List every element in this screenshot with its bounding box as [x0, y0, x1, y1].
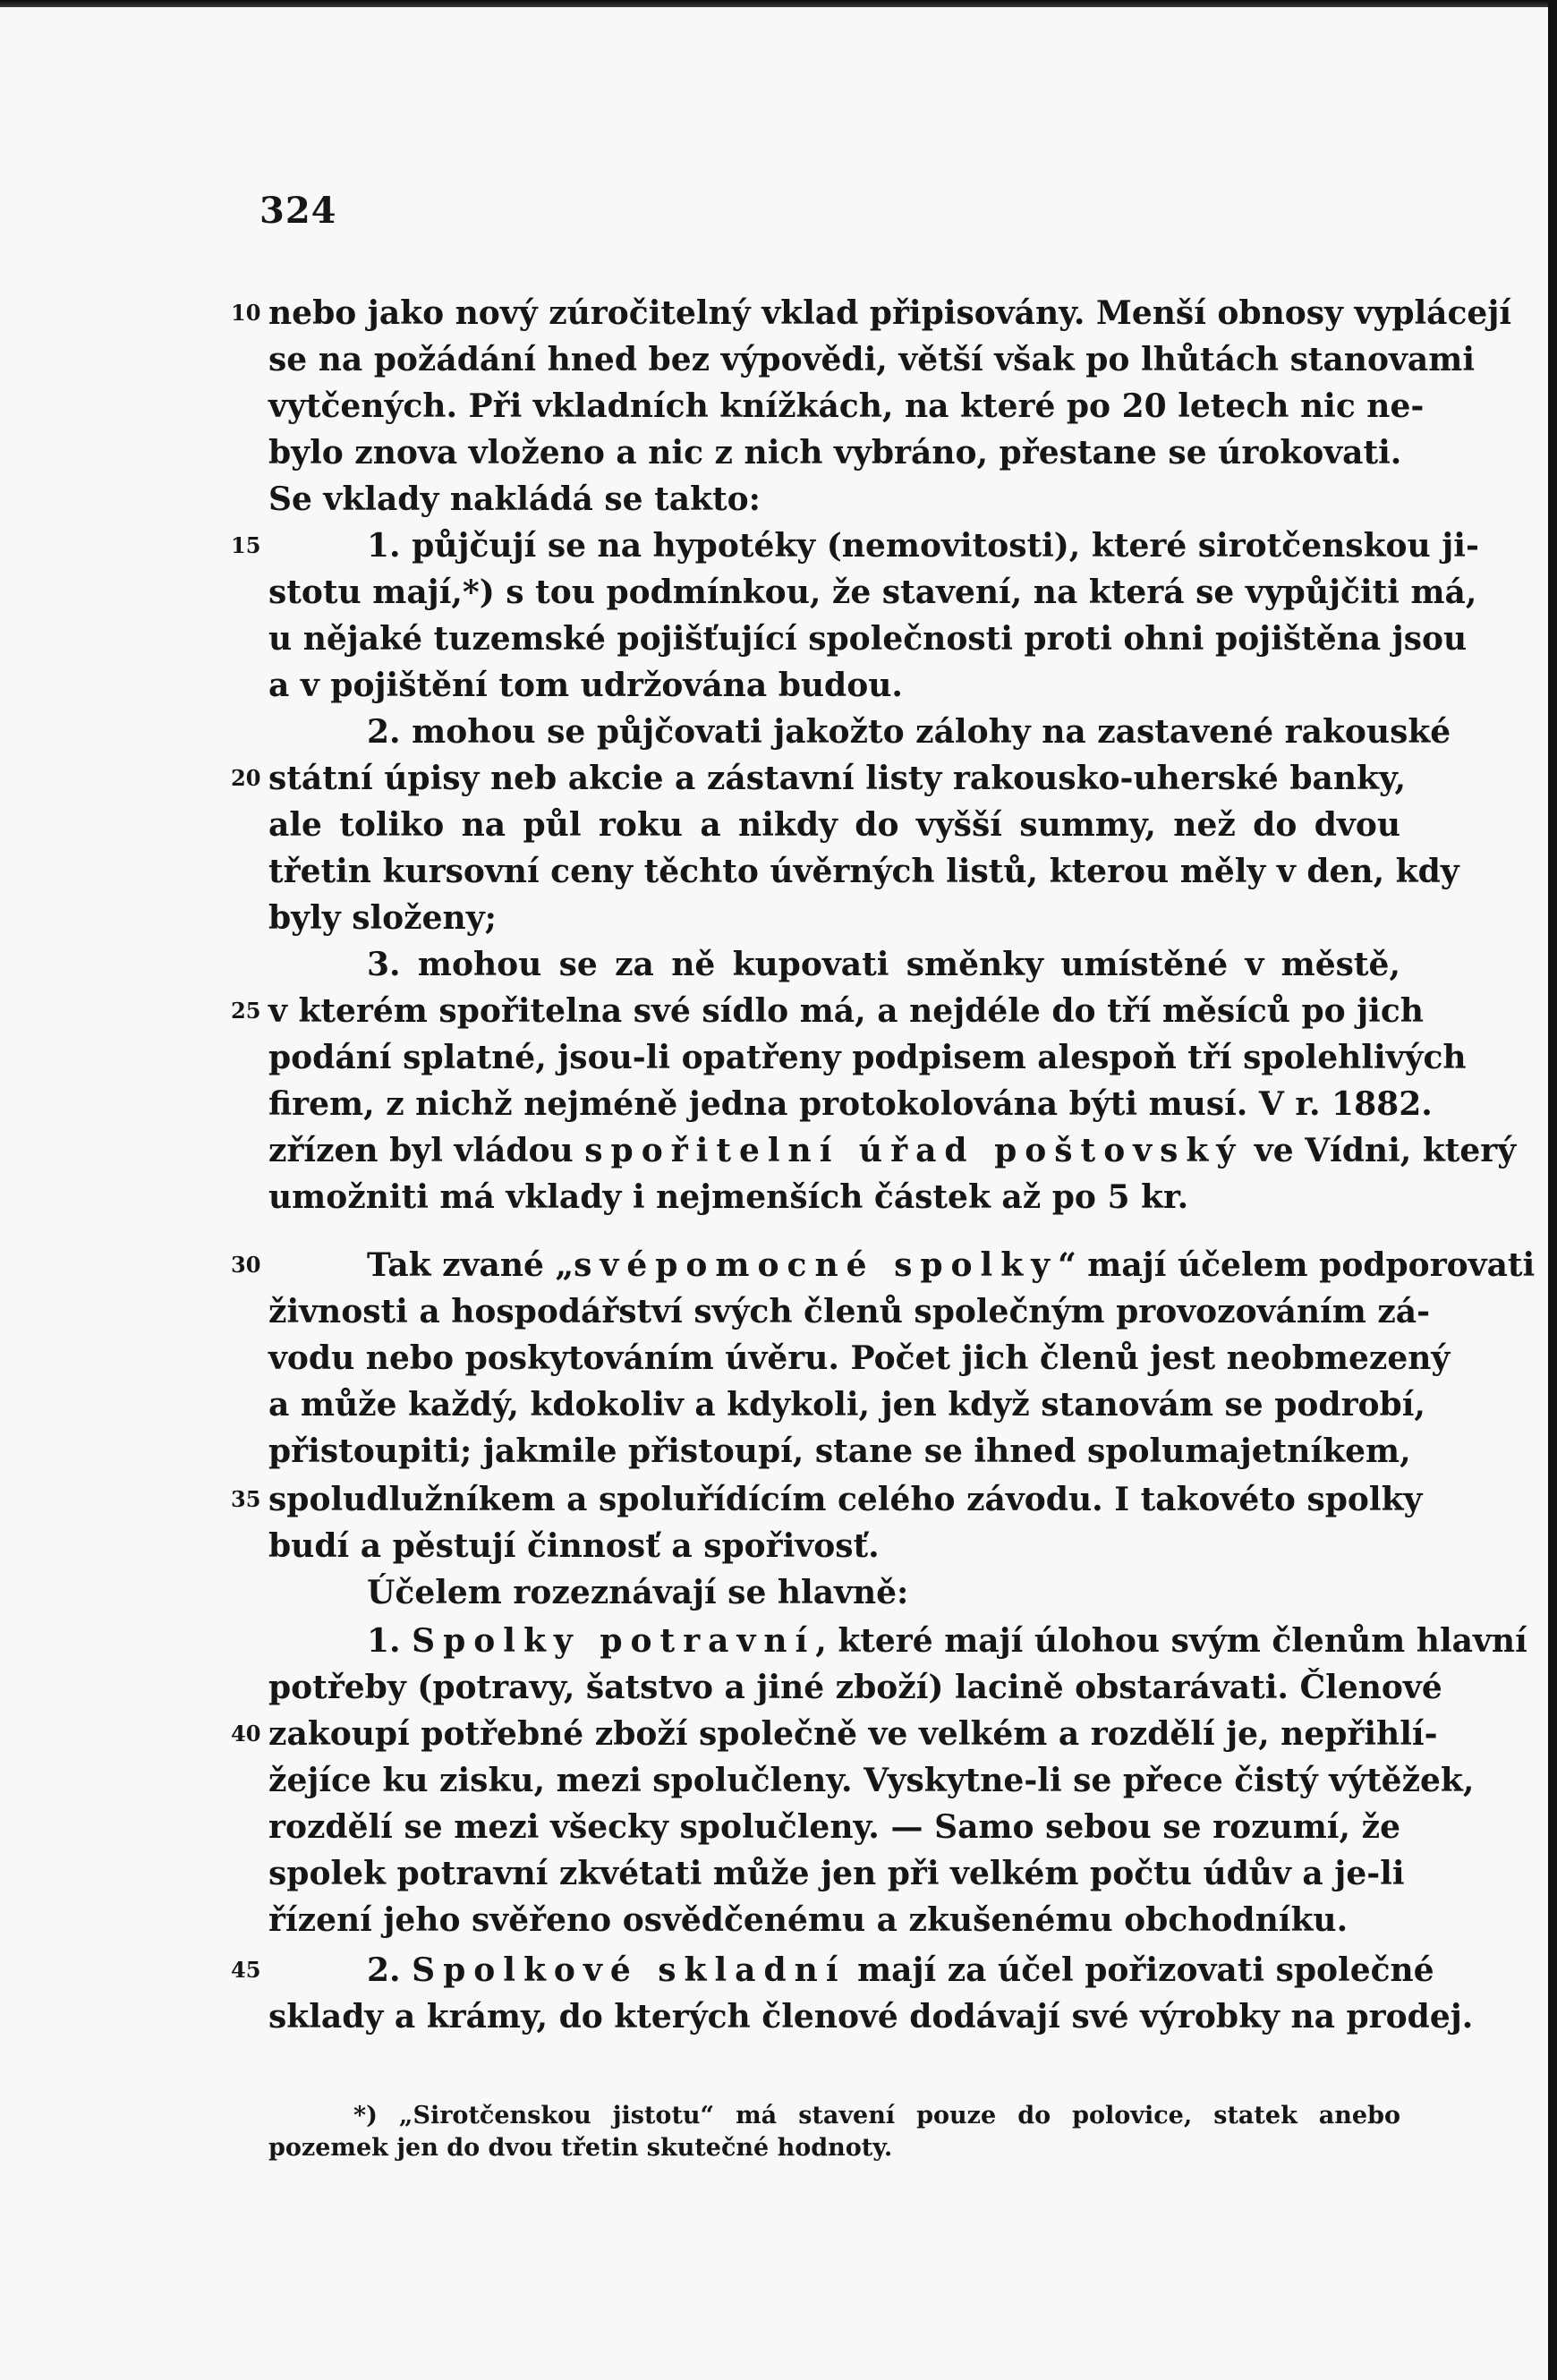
line-number: 25: [231, 998, 261, 1024]
text-line: rozdělí se mezi všecky spolučleny. — Samo sebou se rozumí, že: [268, 1808, 1400, 1846]
text-line: spolek potravní zkvétati může jen při velkém počtu údův a je-li: [268, 1855, 1405, 1892]
text-line: spoludlužníkem a spoluřídícím celého závodu. I takovéto spolky: [268, 1481, 1423, 1518]
text-line: bylo znova vloženo a nic z nich vybráno, přestane se úrokovati.: [268, 434, 1402, 472]
text-span: 1.: [367, 1622, 413, 1660]
text-line: státní úpisy neb akcie a zástavní listy rakousko-uherské banky,: [268, 760, 1406, 797]
text-line: a může každý, kdokoliv a kdykoli, jen když stanovám se podrobí,: [268, 1386, 1425, 1424]
text-line: budí a pěstují činnosť a spořivosť.: [268, 1527, 880, 1565]
emphasis-spaced: Spolky potravní: [412, 1622, 816, 1660]
footnote-line: pozemek jen do dvou třetin skutečné hodnoty.: [268, 2134, 893, 2162]
text-line: přistoupiti; jakmile přistoupí, stane se ihned spolumajetníkem,: [268, 1432, 1411, 1470]
emphasis-spaced: Spolkové skladní: [412, 1951, 847, 1989]
line-number: 30: [231, 1252, 261, 1278]
text-span: Tak zvané „: [367, 1246, 574, 1284]
text-line: vytčených. Při vkladních knížkách, na které po 20 letech nic ne-: [268, 387, 1425, 425]
text-line: umožniti má vklady i nejmenších částek až po 5 kr.: [268, 1178, 1189, 1216]
text-line: [268, 1127, 1517, 1174]
text-line: potřeby (potravy, šatstvo a jiné zboží) lacině obstarávati. Členové: [268, 1669, 1442, 1706]
emphasis-spaced: spořitelní úřad poštovský: [584, 1132, 1244, 1169]
text-line: u nějaké tuzemské pojišťující společnosti proti ohni pojištěna jsou: [268, 620, 1468, 658]
text-span: , které mají úlohou svým členům hlavní: [815, 1622, 1527, 1660]
text-span: 2.: [367, 1951, 413, 1989]
text-line: nebo jako nový zúročitelný vklad připisovány. Menší obnosy vyplácejí: [268, 294, 1512, 332]
emphasis-spaced: svépomocné spolky: [574, 1246, 1059, 1284]
line-number: 20: [231, 765, 261, 791]
line-number: 15: [231, 532, 261, 558]
text-line: a v pojištění tom udržována budou.: [268, 667, 903, 704]
text-line: firem, z nichž nejméně jedna protokolována býti musí. V r. 1882.: [268, 1085, 1433, 1123]
text-line: ale toliko na půl roku a nikdy do vyšší summy, než do dvou: [268, 806, 1400, 844]
text-line: živnosti a hospodářství svých členů společným provozováním zá-: [268, 1293, 1431, 1330]
text-line: 2. mohou se půjčovati jakožto zálohy na zastavené rakouské: [367, 713, 1451, 751]
text-line: se na požádání hned bez výpovědi, větší však po lhůtách stanovami: [268, 341, 1475, 378]
text-line: stotu mají,*) s tou podmínkou, že stavení, na která se vypůjčiti má,: [268, 574, 1477, 611]
text-line: [367, 1618, 1527, 1664]
text-line: žejíce ku zisku, mezi spolučleny. Vyskytne-li se přece čistý výtěžek,: [268, 1762, 1475, 1799]
text-line: [367, 1947, 1434, 1993]
line-number: 10: [231, 300, 261, 326]
text-span: mají za účel pořizovati společné: [846, 1951, 1434, 1989]
line-number: 40: [231, 1721, 261, 1747]
text-line: sklady a krámy, do kterých členové dodávají své výrobky na prodej.: [268, 1998, 1474, 2036]
text-span: “ mají účelem podporovati: [1058, 1246, 1536, 1284]
text-line: řízení jeho svěřeno osvědčenému a zkušenému obchodníku.: [268, 1901, 1349, 1939]
text-line: Účelem rozeznávají se hlavně:: [367, 1574, 909, 1611]
page-number: 324: [260, 190, 337, 232]
text-line: podání splatné, jsou-li opatřeny podpisem alespoň tří spolehlivých: [268, 1039, 1467, 1076]
footnote-line: *) „Sirotčenskou jistotu“ má stavení pouze do polovice, statek anebo: [353, 2102, 1400, 2129]
text-line: Se vklady nakládá se takto:: [268, 480, 761, 518]
scan-edge-top: [0, 0, 1557, 7]
scan-edge-right: [1548, 0, 1557, 2380]
line-number: 35: [231, 1486, 261, 1512]
text-line: 1. půjčují se na hypotéky (nemovitosti), které sirotčenskou ji-: [367, 527, 1479, 565]
text-line: vodu nebo poskytováním úvěru. Počet jich členů jest neobmezený: [268, 1339, 1451, 1377]
text-line: třetin kursovní ceny těchto úvěrných listů, kterou měly v den, kdy: [268, 853, 1459, 890]
text-line: v kterém spořitelna své sídlo má, a nejdéle do tří měsíců po jich: [268, 992, 1424, 1030]
line-number: 45: [231, 1957, 261, 1983]
text-line: zakoupí potřebné zboží společně ve velkém a rozdělí je, nepřihlí-: [268, 1715, 1438, 1753]
text-span: ve Vídni, který: [1243, 1132, 1517, 1169]
text-line: [367, 1242, 1536, 1288]
text-line: 3. mohou se za ně kupovati směnky umístěné v městě,: [367, 946, 1400, 983]
text-span: zřízen byl vládou: [268, 1132, 585, 1169]
text-line: byly složeny;: [268, 899, 497, 937]
